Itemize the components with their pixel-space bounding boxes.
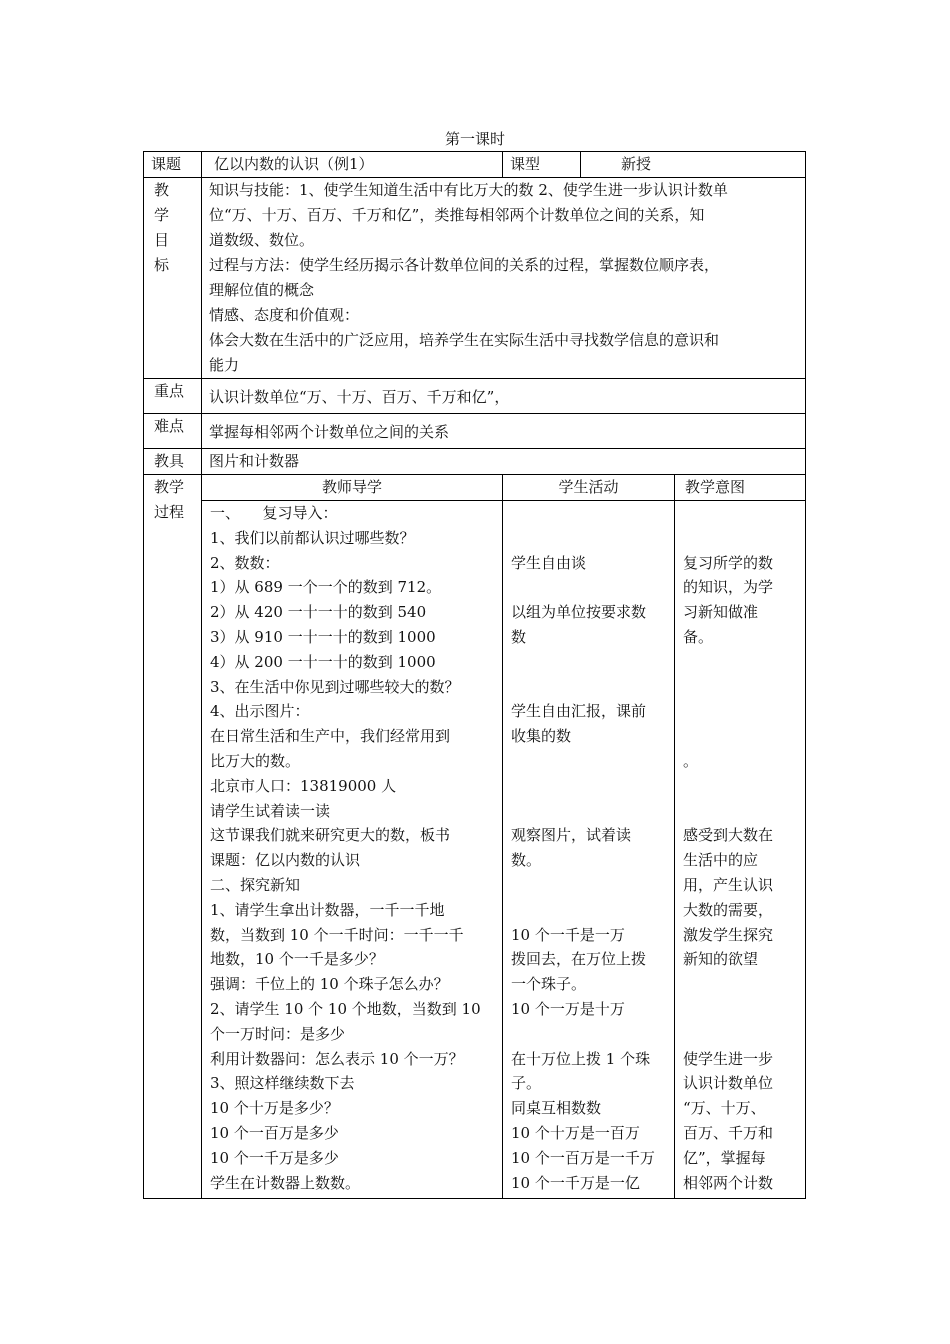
type-label: 课型 [503, 152, 581, 178]
tools-value: 图片和计数器 [202, 449, 806, 475]
intent-line: 大数的需要， [683, 900, 774, 919]
intent-line: 的知识，为学 [683, 578, 774, 597]
intent-line [683, 799, 798, 824]
key-point-label: 重点 [144, 379, 202, 414]
intent-line [683, 699, 798, 724]
intent-line: “万、十万、 [683, 1099, 766, 1118]
teacher-line: 比万大的数。 [210, 751, 301, 770]
teacher-line: 二、探究新知 [210, 875, 301, 894]
student-activity-cell [503, 501, 675, 1199]
student-line [511, 749, 667, 774]
teacher-line: 1、请学生拿出计数器，一千一千地 [210, 900, 445, 919]
objectives-label-char: 标 [154, 256, 170, 274]
topic-value: 亿以内数的认识（例1） [202, 152, 503, 178]
objectives-content [202, 178, 806, 379]
lesson-plan-table [143, 151, 806, 1199]
teacher-line: 利用计数器问：怎么表示 10 个一万？ [210, 1049, 464, 1068]
teacher-line: 10 个一千万是多少 [210, 1148, 339, 1167]
objectives-label-char: 教 [154, 181, 170, 199]
key-point-value: 认识计数单位“万、十万、百万、千万和亿”， [202, 379, 806, 414]
teacher-line: 1）从 689 一个一个的数到 712。 [210, 578, 442, 597]
student-line: 数。 [511, 851, 542, 870]
student-line [511, 774, 667, 799]
student-line [511, 898, 667, 923]
teacher-line: 请学生试着读一读 [210, 801, 331, 820]
intent-line [683, 774, 798, 799]
intent-line [683, 675, 798, 700]
intent-line: 新知的欲望 [683, 950, 759, 969]
page-title: 第一课时 [444, 130, 505, 148]
objectives-line: 体会大数在生活中的广泛应用，培养学生在实际生活中寻找数学信息的意识和 [209, 331, 720, 349]
student-line [511, 1022, 667, 1047]
objectives-row [144, 178, 806, 379]
student-line [511, 799, 667, 824]
intent-line: 习新知做准 [683, 603, 759, 622]
student-line [511, 675, 667, 700]
intent-line [683, 997, 798, 1022]
intent-line: 用，产生认识 [683, 875, 774, 894]
process-label-line: 教学 [154, 478, 185, 496]
teacher-line: 3、照这样继续数下去 [210, 1074, 355, 1093]
process-label-line: 过程 [154, 503, 185, 521]
teacher-line: 10 个十万是多少？ [210, 1099, 339, 1118]
teacher-line: 2、请学生 10 个 10 个地数，当数到 10 [210, 999, 481, 1018]
student-line: 观察图片，试着读 [511, 826, 632, 845]
difficulty-label: 难点 [144, 414, 202, 449]
teacher-line: 1、我们以前都认识过哪些数？ [210, 528, 415, 547]
process-header-row [144, 475, 806, 501]
student-line: 一个珠子。 [511, 975, 587, 994]
intent-line: 感受到大数在 [683, 826, 774, 845]
type-value: 新授 [581, 152, 806, 178]
intent-line: 百万、千万和 [683, 1123, 774, 1142]
objectives-label-char: 学 [154, 206, 170, 224]
teacher-line: 3）从 910 一十一十的数到 1000 [210, 627, 436, 646]
intent-line [683, 724, 798, 749]
teacher-line: 3、在生活中你见到过哪些较大的数？ [210, 677, 460, 696]
teacher-line: 数，当数到 10 个一千时问：一千一千 [210, 925, 464, 944]
student-line [511, 526, 667, 551]
teacher-line: 这节课我们就来研究更大的数，板书 [210, 826, 451, 845]
intent-column-header: 教学意图 [675, 475, 806, 501]
student-line [511, 650, 667, 675]
student-line [511, 873, 667, 898]
intent-line: 激发学生探究 [683, 925, 774, 944]
teacher-line: 强调：千位上的 10 个珠子怎么办？ [210, 975, 449, 994]
teacher-line: 北京市人口：13819000 人 [210, 776, 397, 795]
student-line [511, 501, 667, 526]
student-line: 学生自由汇报，课前 [511, 702, 647, 721]
teacher-line: 学生在计数器上数数。 [210, 1173, 361, 1192]
student-line: 子。 [511, 1074, 542, 1093]
intent-line: 备。 [683, 627, 714, 646]
objectives-label [144, 178, 202, 379]
difficulty-value: 掌握每相邻两个计数单位之间的关系 [202, 414, 806, 449]
student-line: 10 个一千万是一亿 [511, 1173, 640, 1192]
intent-line: 生活中的应 [683, 851, 759, 870]
key-point-row [144, 379, 806, 414]
tools-row [144, 449, 806, 475]
student-line: 拨回去，在万位上拨 [511, 950, 647, 969]
student-line: 10 个一千是一万 [511, 925, 625, 944]
teacher-line: 在日常生活和生产中，我们经常用到 [210, 727, 451, 746]
difficulty-row [144, 414, 806, 449]
intent-line [683, 501, 798, 526]
topic-label: 课题 [144, 152, 202, 178]
intent-line: 亿”，掌握每 [683, 1148, 766, 1167]
intent-line: 复习所学的数 [683, 553, 774, 572]
objectives-line: 能力 [209, 356, 240, 374]
teacher-line: 4、出示图片： [210, 702, 310, 721]
student-line: 学生自由谈 [511, 553, 587, 572]
tools-label: 教具 [144, 449, 202, 475]
process-label [144, 475, 202, 1199]
intent-line: 使学生进一步 [683, 1049, 774, 1068]
objectives-line: 道数级、数位。 [209, 231, 315, 249]
student-column-header: 学生活动 [503, 475, 675, 501]
objectives-line: 情感、态度和价值观： [209, 306, 360, 324]
intent-line: 相邻两个计数 [683, 1173, 774, 1192]
intent-line [683, 526, 798, 551]
intent-line [683, 650, 798, 675]
teacher-line: 10 个一百万是多少 [210, 1123, 339, 1142]
objectives-line: 理解位值的概念 [209, 281, 315, 299]
intent-line [683, 972, 798, 997]
objectives-label-char: 目 [154, 231, 170, 249]
objectives-line: 过程与方法：使学生经历揭示各计数单位间的关系的过程，掌握数位顺序表， [209, 256, 720, 274]
process-body-row [144, 501, 806, 1199]
intent-line: 认识计数单位 [683, 1074, 774, 1093]
student-line: 10 个一百万是一千万 [511, 1148, 655, 1167]
teacher-line: 一、 复习导入： [210, 504, 338, 522]
intent-line: 。 [683, 751, 699, 770]
teacher-line: 地数，10 个一千是多少？ [210, 950, 384, 969]
student-line: 10 个一万是十万 [511, 999, 625, 1018]
student-line: 10 个十万是一百万 [511, 1123, 640, 1142]
teacher-guide-cell [202, 501, 503, 1199]
teacher-line: 2、数数： [210, 553, 280, 572]
teacher-line: 课题：亿以内数的认识 [210, 851, 361, 870]
intent-line [683, 1022, 798, 1047]
student-line: 以组为单位按要求数 [511, 603, 647, 622]
objectives-line: 知识与技能：1、使学生知道生活中有比万大的数 2、使学生进一步认识计数单 [209, 181, 728, 199]
teacher-line: 个一万时问：是多少 [210, 1024, 346, 1043]
teaching-intent-cell [675, 501, 806, 1199]
student-line [511, 575, 667, 600]
teacher-line: 4）从 200 一十一十的数到 1000 [210, 652, 436, 671]
student-line: 同桌互相数数 [511, 1099, 602, 1118]
objectives-line: 位“万、十万、百万、千万和亿”，类推每相邻两个计数单位之间的关系，知 [209, 206, 705, 224]
student-line: 数 [511, 627, 527, 646]
student-line: 收集的数 [511, 727, 572, 746]
teacher-column-header: 教师导学 [202, 475, 503, 501]
teacher-line: 2）从 420 一十一十的数到 540 [210, 603, 427, 622]
topic-row [144, 152, 806, 178]
student-line: 在十万位上拨 1 个珠 [511, 1049, 651, 1068]
